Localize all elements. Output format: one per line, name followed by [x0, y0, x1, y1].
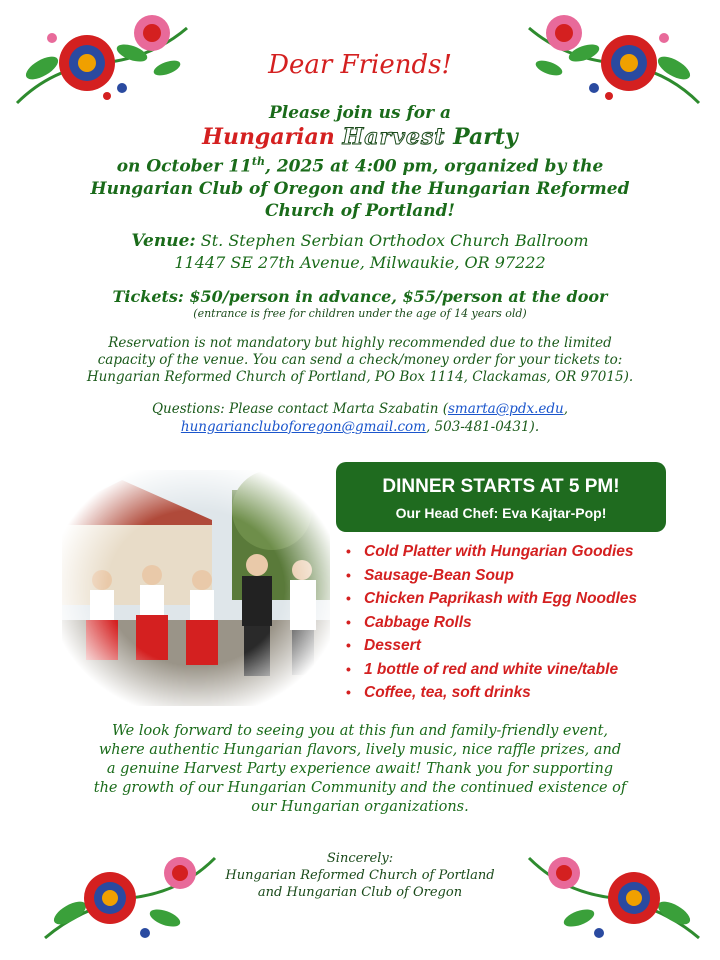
closing-line-4: the growth of our Hungarian Community and the continued existence of — [93, 780, 627, 796]
contact-separator: , — [563, 401, 568, 417]
closing-line-2: where authentic Hungarian flavors, lively music, nice raffle prizes, and — [98, 742, 622, 758]
signature-sincerely: Sincerely: — [326, 851, 394, 866]
contact-info — [30, 400, 690, 436]
reservation-line-2: capacity of the venue. You can send a check/money order for your tickets to: — [97, 352, 623, 368]
menu-item: • Dessert — [344, 634, 704, 658]
party-title-party: Party — [453, 124, 518, 150]
invite-details — [60, 151, 660, 222]
closing-line-5: our Hungarian organizations. — [251, 799, 469, 815]
bullet-icon: • — [346, 660, 351, 677]
menu-item: • 1 bottle of red and white vine/table — [344, 658, 704, 682]
organizers-line: Hungarian Club of Oregon and the Hungarian Reformed — [90, 178, 630, 199]
dinner-menu-list — [344, 540, 704, 705]
venue-name: St. Stephen Serbian Orthodox Church Ballroom — [195, 231, 589, 250]
folk-dance-photo — [62, 470, 330, 706]
menu-item: • Cold Platter with Hungarian Goodies — [344, 540, 704, 564]
ticket-note: (entrance is free for children under the age of 14 years old) — [193, 307, 527, 320]
bullet-icon: • — [346, 590, 351, 606]
party-title-harvest: Harvest — [342, 124, 446, 150]
signature-block — [0, 850, 720, 901]
contact-prefix: Questions: Please contact Marta Szabatin ( — [151, 401, 448, 417]
organizers-line-2: Church of Portland! — [264, 200, 456, 221]
event-time-organizers: , 2025 at 4:00 pm, organized by the — [265, 156, 604, 177]
bullet-icon: • — [346, 637, 351, 653]
menu-item: • Coffee, tea, soft drinks — [344, 681, 704, 705]
party-title-hungarian: Hungarian — [202, 124, 335, 150]
menu-item: • Sausage-Bean Soup — [344, 564, 704, 588]
bullet-icon: • — [346, 566, 351, 583]
dinner-title: DINNER STARTS AT 5 PM! — [382, 476, 620, 497]
dinner-banner — [336, 462, 666, 532]
closing-line-3: a genuine Harvest Party experience await! Thank you for supporting — [106, 761, 614, 777]
bullet-icon: • — [346, 613, 351, 630]
reservation-info — [30, 335, 690, 386]
venue-address: 11447 SE 27th Avenue, Milwaukie, OR 97222 — [174, 253, 546, 272]
folk-dance-illustration — [62, 470, 330, 706]
signature-org-2: and Hungarian Club of Oregon — [257, 885, 463, 900]
contact-phone: , 503-481-0431). — [425, 419, 540, 435]
bullet-icon: • — [346, 543, 351, 559]
venue-label: Venue: — [131, 231, 196, 251]
invite-intro: Please join us for a — [269, 103, 451, 123]
club-email-link[interactable]: hungariancluboforegon@gmail.com — [180, 419, 426, 435]
closing-paragraph — [40, 722, 680, 817]
closing-line-1: We look forward to seeing you at this fun and family-friendly event, — [111, 723, 609, 739]
signature-org-1: Hungarian Reformed Church of Portland — [225, 868, 495, 883]
head-chef: Our Head Chef: Eva Kajtar-Pop! — [395, 505, 607, 521]
greeting-heading: Dear Friends! — [268, 50, 452, 80]
event-date: on October 11 — [116, 156, 252, 177]
contact-email-link[interactable]: smarta@pdx.edu — [447, 401, 564, 417]
reservation-line-1: Reservation is not mandatory but highly recommended due to the limited — [108, 335, 612, 351]
party-title — [0, 124, 720, 150]
menu-item: • Chicken Paprikash with Egg Noodles — [344, 587, 704, 611]
ticket-prices: Tickets: $50/person in advance, $55/person at the door — [112, 287, 608, 306]
date-ordinal: th — [251, 155, 266, 168]
venue-block — [0, 230, 720, 273]
reservation-line-3: Hungarian Reformed Church of Portland, PO Box 1114, Clackamas, OR 97015). — [86, 369, 634, 385]
menu-item: • Cabbage Rolls — [344, 611, 704, 635]
bullet-icon: • — [346, 684, 351, 700]
